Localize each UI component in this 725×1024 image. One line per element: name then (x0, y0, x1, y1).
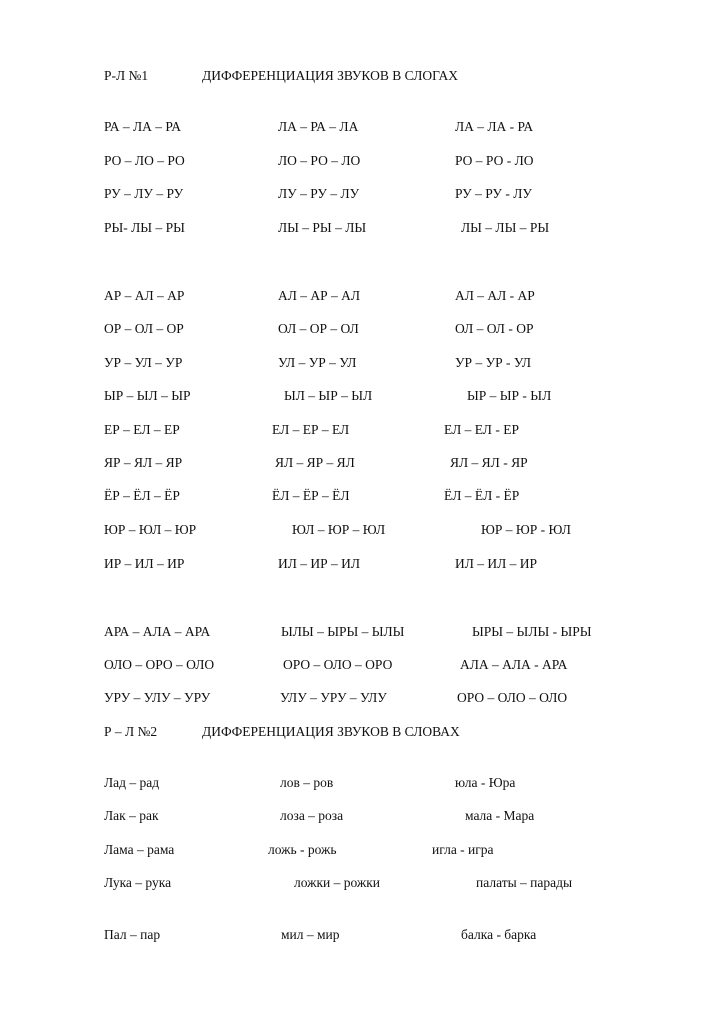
syllable-cell: УЛ – УР – УЛ (278, 355, 357, 370)
word-pair-cell: юла - Юра (455, 775, 516, 790)
syllable-cell: УР – УР - УЛ (455, 355, 532, 370)
syllable-cell: ЛО – РО – ЛО (278, 153, 361, 168)
syllable-cell: ИР – ИЛ – ИР (104, 556, 185, 571)
word-pair-cell: мил – мир (281, 927, 340, 942)
syllable-cell: АЛ – АР – АЛ (278, 288, 361, 303)
syllable-cell: РО – РО - ЛО (455, 153, 534, 168)
syllable-cell: ЛА – РА – ЛА (278, 119, 359, 134)
word-pair-cell: Лука – рука (104, 875, 172, 890)
syllable-cell: ЮР – ЮЛ – ЮР (104, 522, 197, 537)
syllable-cell: ОРО – ОЛО – ОЛО (457, 690, 568, 705)
syllable-cell: РЫ- ЛЫ – РЫ (104, 220, 185, 235)
syllable-cell: УРУ – УЛУ – УРУ (104, 690, 211, 705)
syllable-cell: ЕЛ – ЕЛ - ЕР (444, 422, 519, 437)
syllable-cell: АРА – АЛА – АРА (104, 624, 211, 639)
syllable-cell: ЕР – ЕЛ – ЕР (104, 422, 180, 437)
syllable-cell: ЫР – ЫЛ – ЫР (104, 388, 191, 403)
syllable-cell: АЛА – АЛА - АРА (460, 657, 568, 672)
section2-title: ДИФФЕРЕНЦИАЦИЯ ЗВУКОВ В СЛОВАХ (202, 724, 460, 739)
syllable-cell: РУ – ЛУ – РУ (104, 186, 184, 201)
syllable-cell: ОЛ – ОЛ - ОР (455, 321, 534, 336)
word-pair-cell: палаты – парады (476, 875, 573, 890)
syllable-cell: ИЛ – ИЛ – ИР (455, 556, 538, 571)
syllable-cell: ЁР – ЁЛ – ЁР (104, 488, 180, 503)
word-pair-cell: мала - Мара (465, 808, 535, 823)
section1-number: Р-Л №1 (104, 68, 149, 83)
syllable-cell: АЛ – АЛ - АР (455, 288, 535, 303)
word-pair-cell: балка - барка (461, 927, 537, 942)
syllable-cell: ЕЛ – ЕР – ЕЛ (272, 422, 350, 437)
word-pair-cell: Лак – рак (104, 808, 159, 823)
syllable-cell: ОЛО – ОРО – ОЛО (104, 657, 215, 672)
syllable-cell: РА – ЛА – РА (104, 119, 181, 134)
syllable-cell: ЫЛЫ – ЫРЫ – ЫЛЫ (281, 624, 405, 639)
syllable-cell: ЯЛ – ЯР – ЯЛ (275, 455, 355, 470)
section1-title: ДИФФЕРЕНЦИАЦИЯ ЗВУКОВ В СЛОГАХ (202, 68, 458, 83)
syllable-cell: ЛУ – РУ – ЛУ (278, 186, 360, 201)
syllable-cell: РО – ЛО – РО (104, 153, 185, 168)
syllable-cell: ИЛ – ИР – ИЛ (278, 556, 361, 571)
syllable-cell: ЁЛ – ЁР – ЁЛ (272, 488, 350, 503)
syllable-cell: ЛА – ЛА - РА (455, 119, 534, 134)
word-pair-cell: ложки – рожки (294, 875, 381, 890)
word-pair-cell: лов – ров (280, 775, 334, 790)
syllable-cell: ОР – ОЛ – ОР (104, 321, 184, 336)
word-pair-cell: Лад – рад (104, 775, 160, 790)
word-pair-cell: Лама – рама (104, 842, 175, 857)
syllable-cell: ЮР – ЮР - ЮЛ (481, 522, 571, 537)
word-pair-cell: игла - игра (432, 842, 494, 857)
syllable-cell: ЫРЫ – ЫЛЫ - ЫРЫ (472, 624, 592, 639)
syllable-cell: ЛЫ – РЫ – ЛЫ (278, 220, 367, 235)
syllable-cell: ЮЛ – ЮР – ЮЛ (292, 522, 386, 537)
syllable-cell: ОЛ – ОР – ОЛ (278, 321, 359, 336)
syllable-cell: АР – АЛ – АР (104, 288, 185, 303)
syllable-cell: УЛУ – УРУ – УЛУ (280, 690, 387, 705)
syllable-cell: РУ – РУ - ЛУ (455, 186, 532, 201)
syllable-cell: ЫР – ЫР - ЫЛ (467, 388, 552, 403)
word-pair-cell: Пал – пар (104, 927, 161, 942)
syllable-cell: ЯЛ – ЯЛ - ЯР (450, 455, 528, 470)
syllable-cell: ОРО – ОЛО – ОРО (283, 657, 393, 672)
word-pair-cell: ложь - рожь (268, 842, 337, 857)
syllable-cell: ЁЛ – ЁЛ - ЁР (444, 488, 520, 503)
syllable-cell: ЫЛ – ЫР – ЫЛ (284, 388, 373, 403)
section2-number: Р – Л №2 (104, 724, 158, 739)
word-pair-cell: лоза – роза (280, 808, 344, 823)
syllable-cell: ЯР – ЯЛ – ЯР (104, 455, 183, 470)
syllable-cell: ЛЫ – ЛЫ – РЫ (461, 220, 550, 235)
syllable-cell: УР – УЛ – УР (104, 355, 183, 370)
